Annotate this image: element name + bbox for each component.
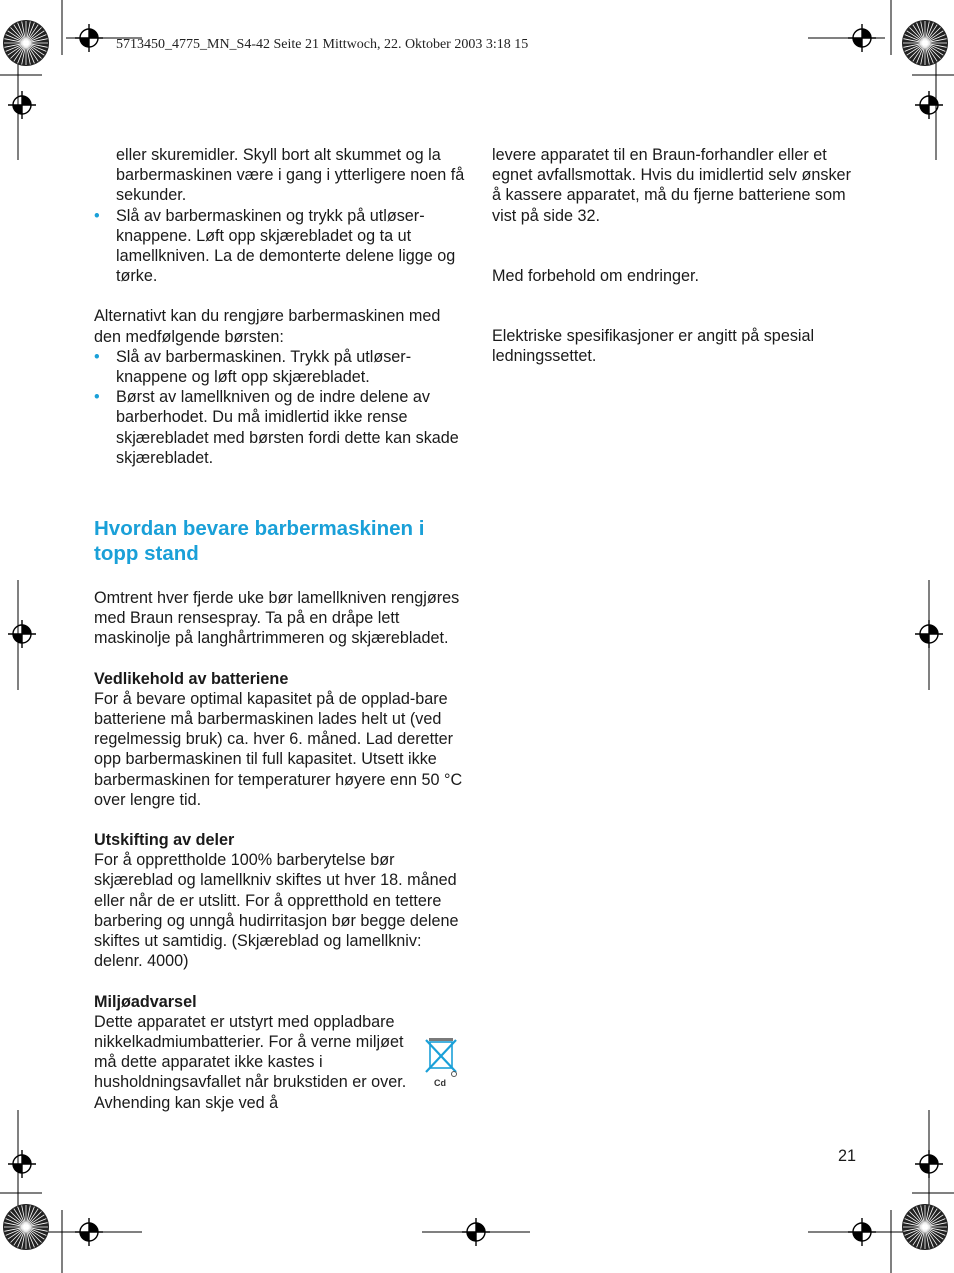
reservation-note: Med forbehold om endringer. xyxy=(492,266,699,285)
environment-text: Dette apparatet er utstyrt med oppladbare nikkelkadmiumbatterier. For å verne miljøet må dette apparatet ikke kastes i husholdningsavfallet når brukstiden er over. Avhending kan skje ved å xyxy=(94,1012,407,1112)
electrical-spec-note: Elektriske spesifikasjoner er angitt på spesial ledningssettet. xyxy=(492,327,815,366)
parts-heading: Utskifting av deler xyxy=(94,831,235,850)
section-heading: Hvordan bevare barbermaskinen i topp stand xyxy=(94,517,425,566)
disposal-text: levere apparatet til en Braun-forhandler eller et egnet avfallsmottak. Hvis du imidlertid selv ønsker å kassere apparatet, må du fjerne batteriene som vist på side 32. xyxy=(492,146,851,225)
environment-heading: Miljøadvarsel xyxy=(94,992,197,1011)
bullet-item: • Børst av lamellkniven og de indre delene av barberhodet. Du må imidlertid ikke rense skjærebladet med børsten fordi dette kan skade skjærebladet. xyxy=(94,387,466,468)
alternative-paragraph: Alternativt kan du rengjøre barbermaskinen med den medfølgende børsten: xyxy=(94,307,441,346)
weee-label: Cd xyxy=(434,1078,446,1088)
bullet-item: • Slå av barbermaskinen. Trykk på utløser-knappene og løft opp skjærebladet. xyxy=(94,347,466,387)
page-number: 21 xyxy=(838,1147,857,1165)
battery-heading: Vedlikehold av batteriene xyxy=(94,669,289,688)
left-column xyxy=(94,145,466,1113)
print-meta-line: 5713450_4775_MN_S4-42 Seite 21 Mittwoch, 22. Oktober 2003 3:18 15 xyxy=(116,37,529,52)
bullet-item: • Slå av barbermaskinen og trykk på utløser-knappene. Løft opp skjærebladet og ta ut lamellkniven. La de demonterte delene ligge og tørke. xyxy=(94,206,466,287)
battery-text: For å bevare optimal kapasitet på de opplad-bare batteriene må barbermaskinen lades helt ut (ved regelmessig bruk) ca. hver 6. måned. Lad deretter opp barbermaskinen til full kapasitet. Utsett ikke barbermaskinen for temperaturer høyere enn 50 °C over lengre tid. xyxy=(94,689,463,809)
right-column xyxy=(492,145,864,366)
parts-text: For å opprettholde 100% barberytelse bør skjæreblad og lamellkniv skiftes ut hver 18. måned eller når de er utslitt. For å oppretthold en tettere barbering og unngå hudirritasjon bør begge delene skiftes ut samtidig. (Skjæreblad og lamellkniv: delenr. 4000) xyxy=(94,851,459,971)
intro-continuation: eller skuremidler. Skyll bort alt skummet og la barbermaskinen være i gang i ytterligere noen få sekunder. xyxy=(116,146,465,205)
section-paragraph: Omtrent hver fjerde uke bør lamellkniven rengjøres med Braun rensespray. Ta på en dråpe lett maskinolje på langhårtrimmeren og skjærebladet. xyxy=(94,589,460,648)
weee-bin-icon xyxy=(424,1036,460,1093)
